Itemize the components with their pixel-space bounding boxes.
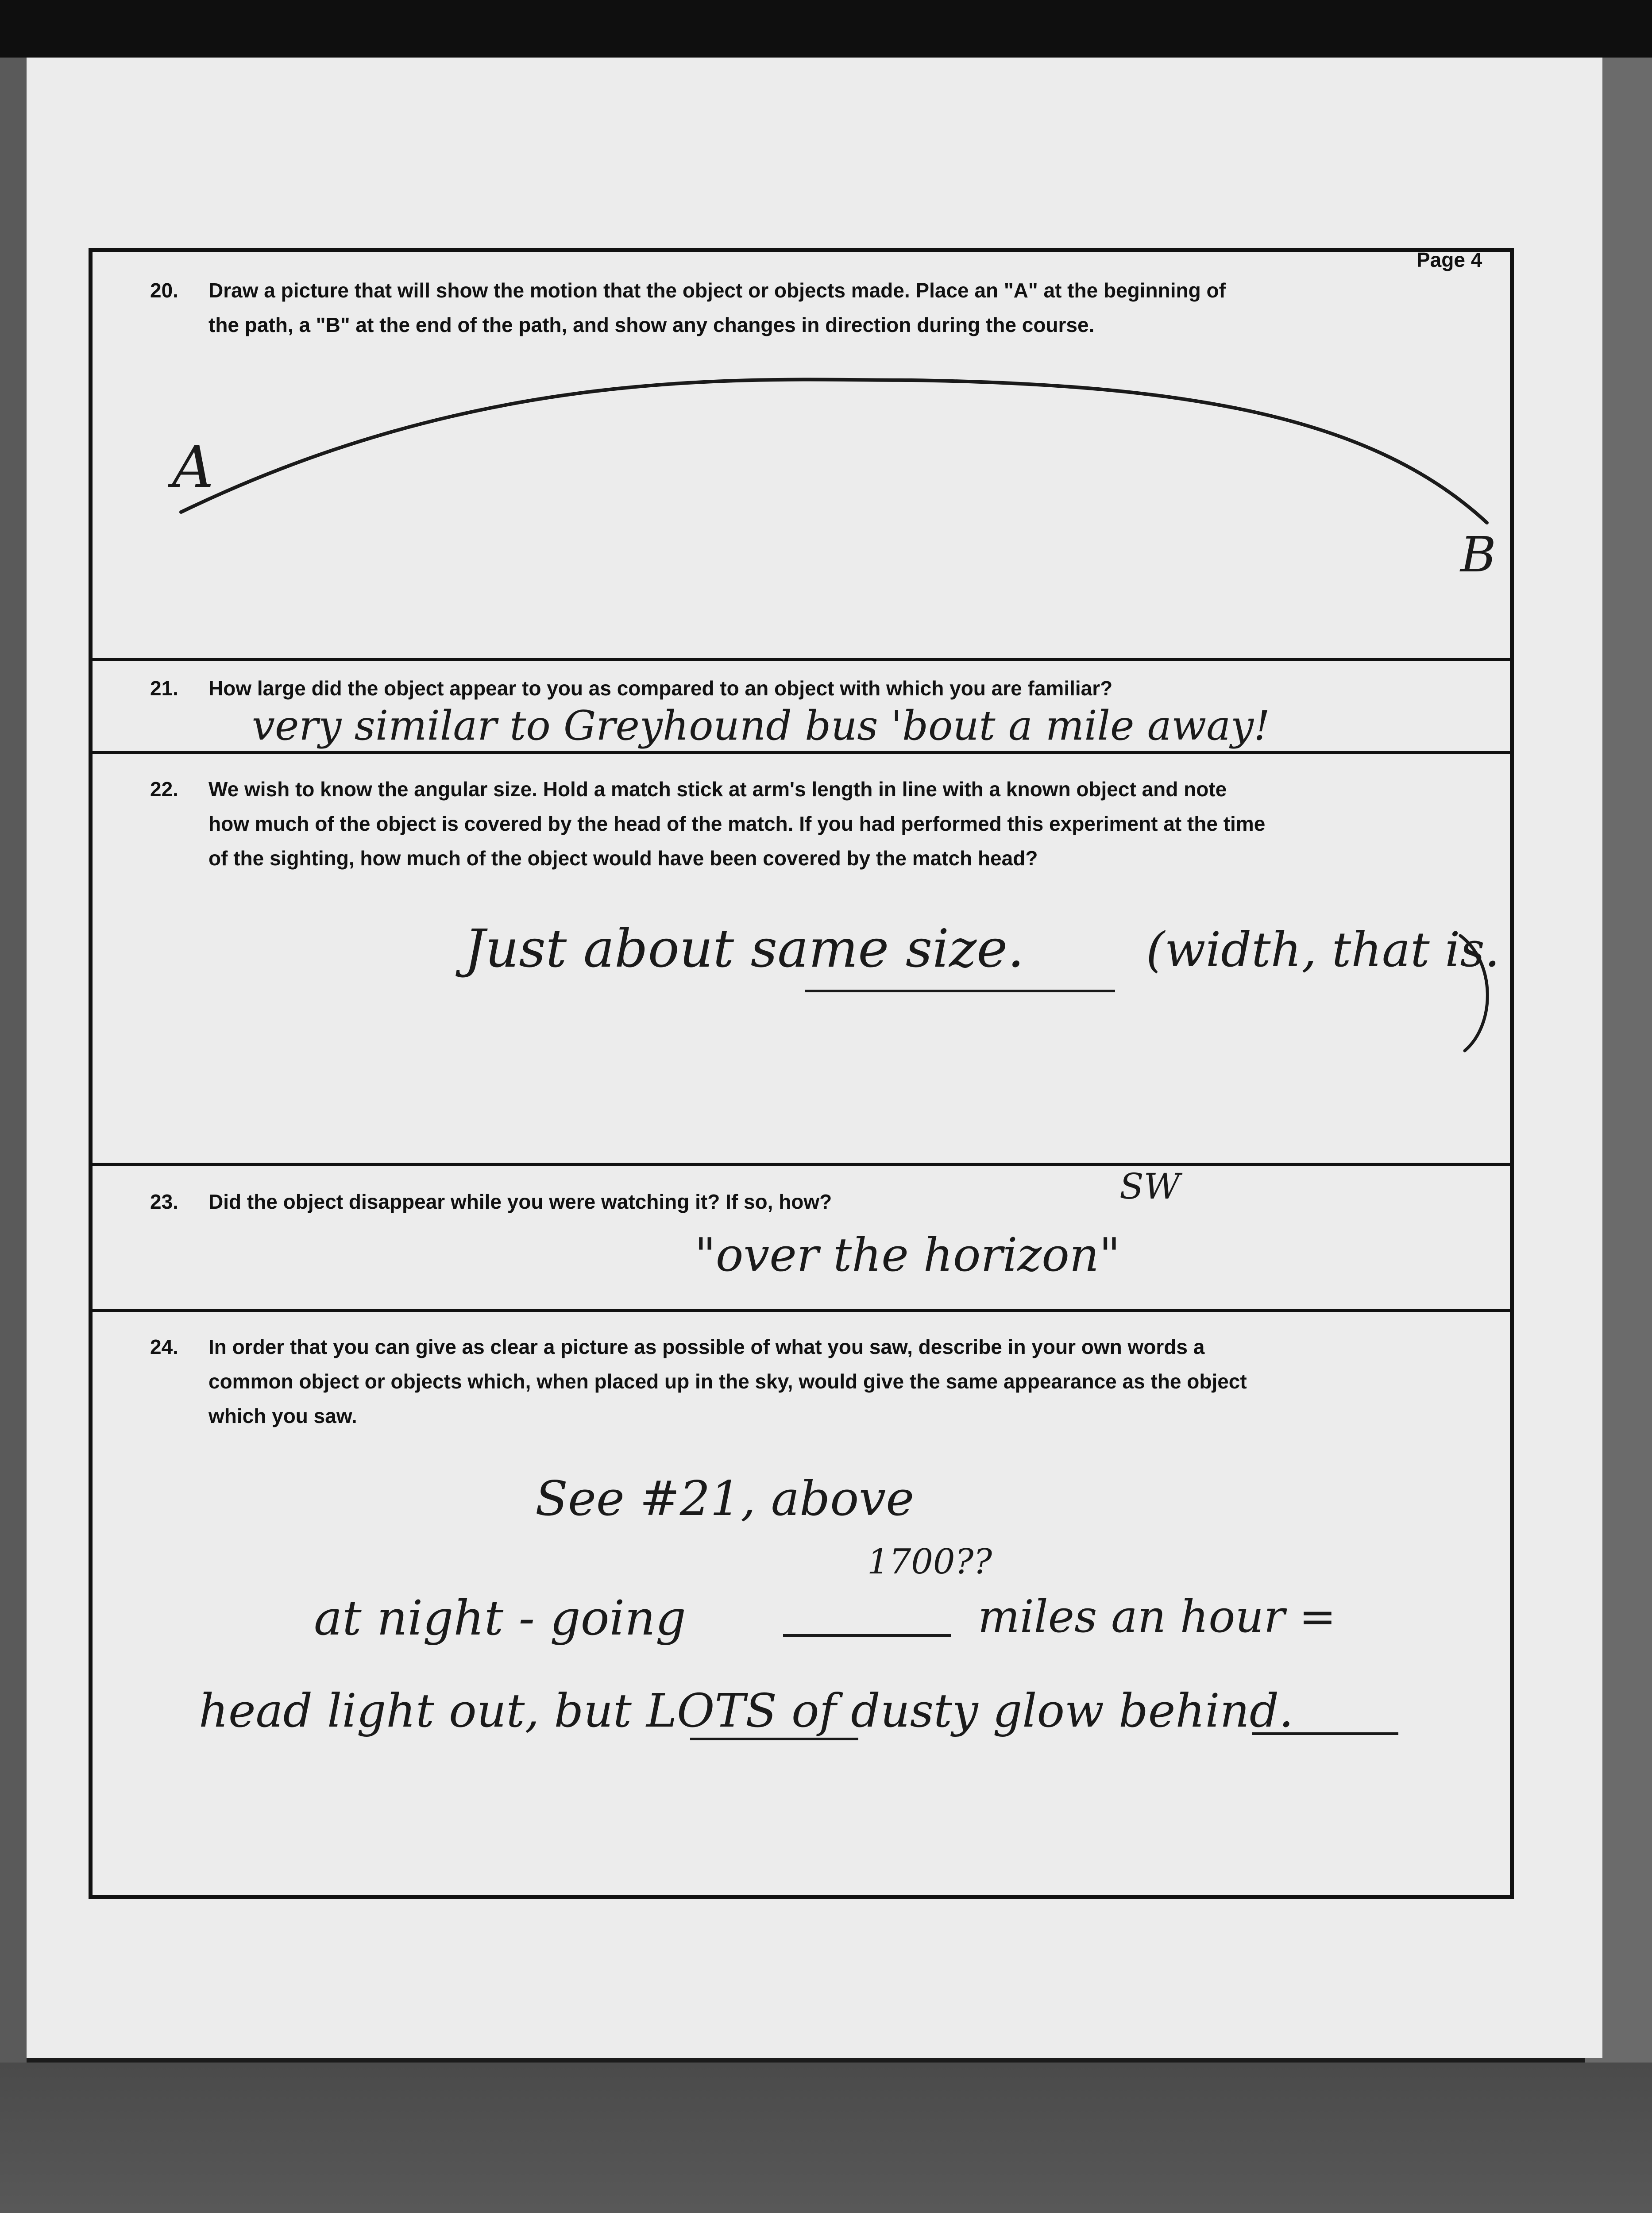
question-23 xyxy=(93,1166,1510,1312)
answer-insert-handwritten: SW xyxy=(1119,1166,1181,1207)
path-end-label: B xyxy=(1460,526,1496,583)
answer-blank-underline xyxy=(783,1634,951,1637)
question-text-line2: how much of the object is covered by the head of the match. If you had performed this experiment at the time xyxy=(208,812,1266,835)
question-text-line1: We wish to know the angular size. Hold a match stick at arm's length in line with a known object and note xyxy=(208,778,1227,801)
question-text-line1: Did the object disappear while you were watching it? If so, how? xyxy=(208,1190,832,1213)
answer-insert-handwritten: 1700?? xyxy=(867,1542,992,1582)
answer-line2b-handwritten: miles an hour = xyxy=(978,1591,1336,1642)
answer-line2a-handwritten: at night - going xyxy=(314,1591,686,1646)
answer-underline-behind xyxy=(1252,1732,1398,1735)
question-number: 24. xyxy=(150,1335,178,1358)
page-number: Page 4 xyxy=(1417,248,1482,271)
question-text-line2: common object or objects which, when placed up in the sky, would give the same appearance as the object xyxy=(208,1370,1247,1393)
answer-handwritten: very similar to Greyhound bus 'bout a mile away! xyxy=(252,702,1270,749)
path-start-label: A xyxy=(172,433,214,501)
scan-border-left xyxy=(0,58,27,2063)
question-20 xyxy=(93,252,1510,661)
question-24 xyxy=(93,1312,1510,1903)
question-text-line2: the path, a "B" at the end of the path, and show any changes in direction during the course. xyxy=(208,313,1095,336)
answer-underline-lots xyxy=(690,1738,858,1740)
motion-path xyxy=(181,380,1487,523)
answer-note-closing-paren xyxy=(93,754,1518,1166)
question-22 xyxy=(93,754,1510,1166)
answer-note-handwritten: (width, that is. xyxy=(1146,922,1500,978)
question-number: 20. xyxy=(150,279,178,302)
answer-handwritten: Just about same size. xyxy=(464,918,1024,979)
question-number: 23. xyxy=(150,1190,178,1213)
scan-border-top xyxy=(0,0,1652,58)
answer-handwritten: "over the horizon" xyxy=(695,1228,1120,1282)
questions-box xyxy=(89,248,1514,1899)
question-21 xyxy=(93,661,1510,754)
question-text-line1: In order that you can give as clear a picture as possible of what you saw, describe in your own words a xyxy=(208,1335,1205,1358)
motion-path-drawing xyxy=(93,252,1518,661)
question-text-line3: of the sighting, how much of the object would have been covered by the match head? xyxy=(208,847,1038,870)
question-number: 21. xyxy=(150,677,178,700)
answer-line1-handwritten: See #21, above xyxy=(535,1471,915,1527)
question-text-line1: How large did the object appear to you as compared to an object with which you are familiar? xyxy=(208,677,1113,700)
question-text-line3: which you saw. xyxy=(208,1404,357,1427)
question-number: 22. xyxy=(150,778,178,801)
scan-background-bottom xyxy=(0,2063,1652,2213)
question-text-line1: Draw a picture that will show the motion that the object or objects made. Place an "A" at the beginning of xyxy=(208,279,1226,302)
answer-line3-handwritten: head light out, but LOTS of dusty glow behind. xyxy=(199,1684,1294,1738)
